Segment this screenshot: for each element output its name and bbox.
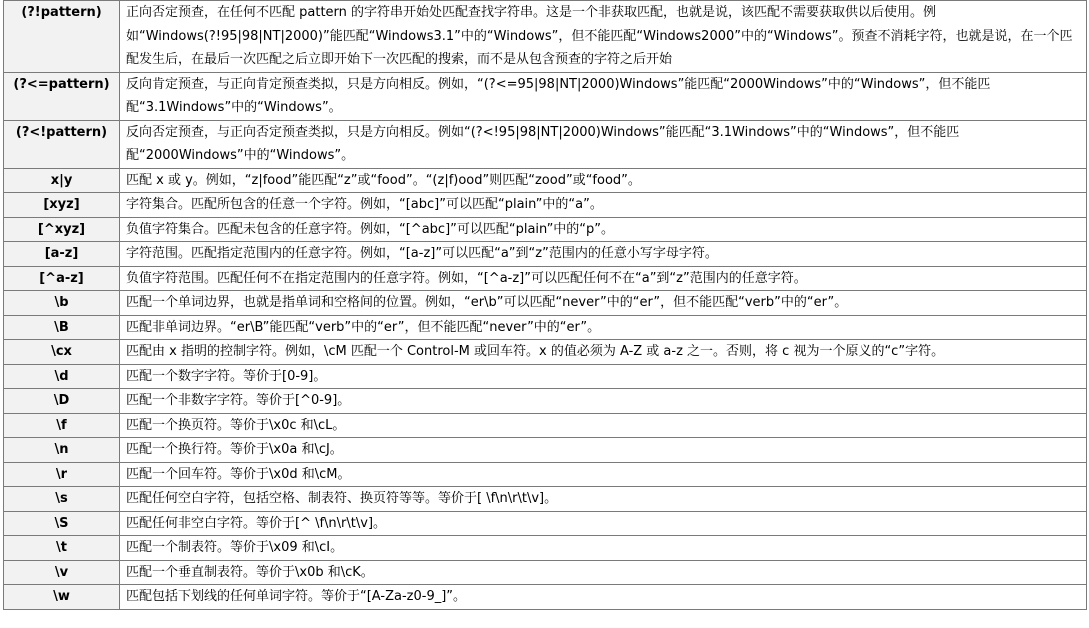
pattern-cell: \b [4,291,120,316]
table-row [4,340,1087,365]
table-row [4,487,1087,512]
description-cell: 匹配一个换行符。等价于\x0a 和\cJ。 [120,438,1087,463]
table-row [4,242,1087,267]
description-cell: 负值字符集合。匹配未包含的任意字符。例如，“[^abc]”可以匹配“plain”中的“p”。 [120,217,1087,242]
table-row [4,291,1087,316]
pattern-cell: (?!pattern) [4,1,120,73]
pattern-cell: \v [4,560,120,585]
table-row [4,364,1087,389]
pattern-cell: \t [4,536,120,561]
pattern-cell: (?<!pattern) [4,120,120,168]
table-row [4,389,1087,414]
description-cell: 匹配一个垂直制表符。等价于\x0b 和\cK。 [120,560,1087,585]
description-cell: 匹配一个数字字符。等价于[0-9]。 [120,364,1087,389]
table-row [4,560,1087,585]
pattern-cell: (?<=pattern) [4,72,120,120]
description-cell: 匹配 x 或 y。例如，“z|food”能匹配“z”或“food”。“(z|f)ood”则匹配“zood”或“food”。 [120,168,1087,193]
description-cell: 字符范围。匹配指定范围内的任意字符。例如，“[a-z]”可以匹配“a”到“z”范围内的任意小写字母字符。 [120,242,1087,267]
description-cell: 字符集合。匹配所包含的任意一个字符。例如，“[abc]”可以匹配“plain”中的“a”。 [120,193,1087,218]
pattern-cell: [xyz] [4,193,120,218]
pattern-cell: [^a-z] [4,266,120,291]
pattern-cell: \f [4,413,120,438]
table-row [4,413,1087,438]
description-cell: 匹配包括下划线的任何单词字符。等价于“[A-Za-z0-9_]”。 [120,585,1087,610]
description-cell: 匹配由 x 指明的控制字符。例如，\cM 匹配一个 Control-M 或回车符。x 的值必须为 A-Z 或 a-z 之一。否则，将 c 视为一个原义的“c”字符。 [120,340,1087,365]
pattern-cell: [a-z] [4,242,120,267]
pattern-cell: \w [4,585,120,610]
table-row [4,511,1087,536]
pattern-cell: \s [4,487,120,512]
description-cell: 匹配非单词边界。“er\B”能匹配“verb”中的“er”，但不能匹配“never”中的“er”。 [120,315,1087,340]
pattern-cell: \r [4,462,120,487]
table-row [4,193,1087,218]
table-row [4,315,1087,340]
table-row [4,120,1087,168]
pattern-cell: \cx [4,340,120,365]
table-row [4,438,1087,463]
pattern-cell: \D [4,389,120,414]
table-row [4,168,1087,193]
description-cell: 匹配一个换页符。等价于\x0c 和\cL。 [120,413,1087,438]
table-row [4,1,1087,73]
pattern-cell: \n [4,438,120,463]
table-row [4,585,1087,610]
description-cell: 匹配一个回车符。等价于\x0d 和\cM。 [120,462,1087,487]
table-row [4,266,1087,291]
description-cell: 负值字符范围。匹配任何不在指定范围内的任意字符。例如，“[^a-z]”可以匹配任何不在“a”到“z”范围内的任意字符。 [120,266,1087,291]
table-row [4,217,1087,242]
description-cell: 匹配一个制表符。等价于\x09 和\cI。 [120,536,1087,561]
pattern-cell: \B [4,315,120,340]
regex-reference-table [3,0,1087,610]
description-cell: 反向否定预查，与正向否定预查类拟，只是方向相反。例如“(?<!95|98|NT|2000)Windows”能匹配“3.1Windows”中的“Windows”，但不能匹配“2000Windows”中的“Windows”。 [120,120,1087,168]
table-row [4,72,1087,120]
description-cell: 匹配一个非数字字符。等价于[^0-9]。 [120,389,1087,414]
description-cell: 匹配一个单词边界，也就是指单词和空格间的位置。例如，“er\b”可以匹配“never”中的“er”，但不能匹配“verb”中的“er”。 [120,291,1087,316]
table-row [4,462,1087,487]
table-row [4,536,1087,561]
description-cell: 匹配任何非空白字符。等价于[^ \f\n\r\t\v]。 [120,511,1087,536]
pattern-cell: x|y [4,168,120,193]
description-cell: 匹配任何空白字符，包括空格、制表符、换页符等等。等价于[ \f\n\r\t\v]。 [120,487,1087,512]
pattern-cell: \d [4,364,120,389]
pattern-cell: [^xyz] [4,217,120,242]
pattern-cell: \S [4,511,120,536]
description-cell: 正向否定预查，在任何不匹配 pattern 的字符串开始处匹配查找字符串。这是一个非获取匹配，也就是说，该匹配不需要获取供以后使用。例如“Windows(?!95|98|NT|2000)”能匹配“Windows3.1”中的“Windows”，但不能匹配“Windows2000”中的“Windows”。预查不消耗字符，也就是说，在一个匹配发生后，在最后一次匹配之后立即开始下一次匹配的搜索，而不是从包含预查的字符之后开始 [120,1,1087,73]
description-cell: 反向肯定预查，与正向肯定预查类拟，只是方向相反。例如，“(?<=95|98|NT|2000)Windows”能匹配“2000Windows”中的“Windows”，但不能匹配“3.1Windows”中的“Windows”。 [120,72,1087,120]
